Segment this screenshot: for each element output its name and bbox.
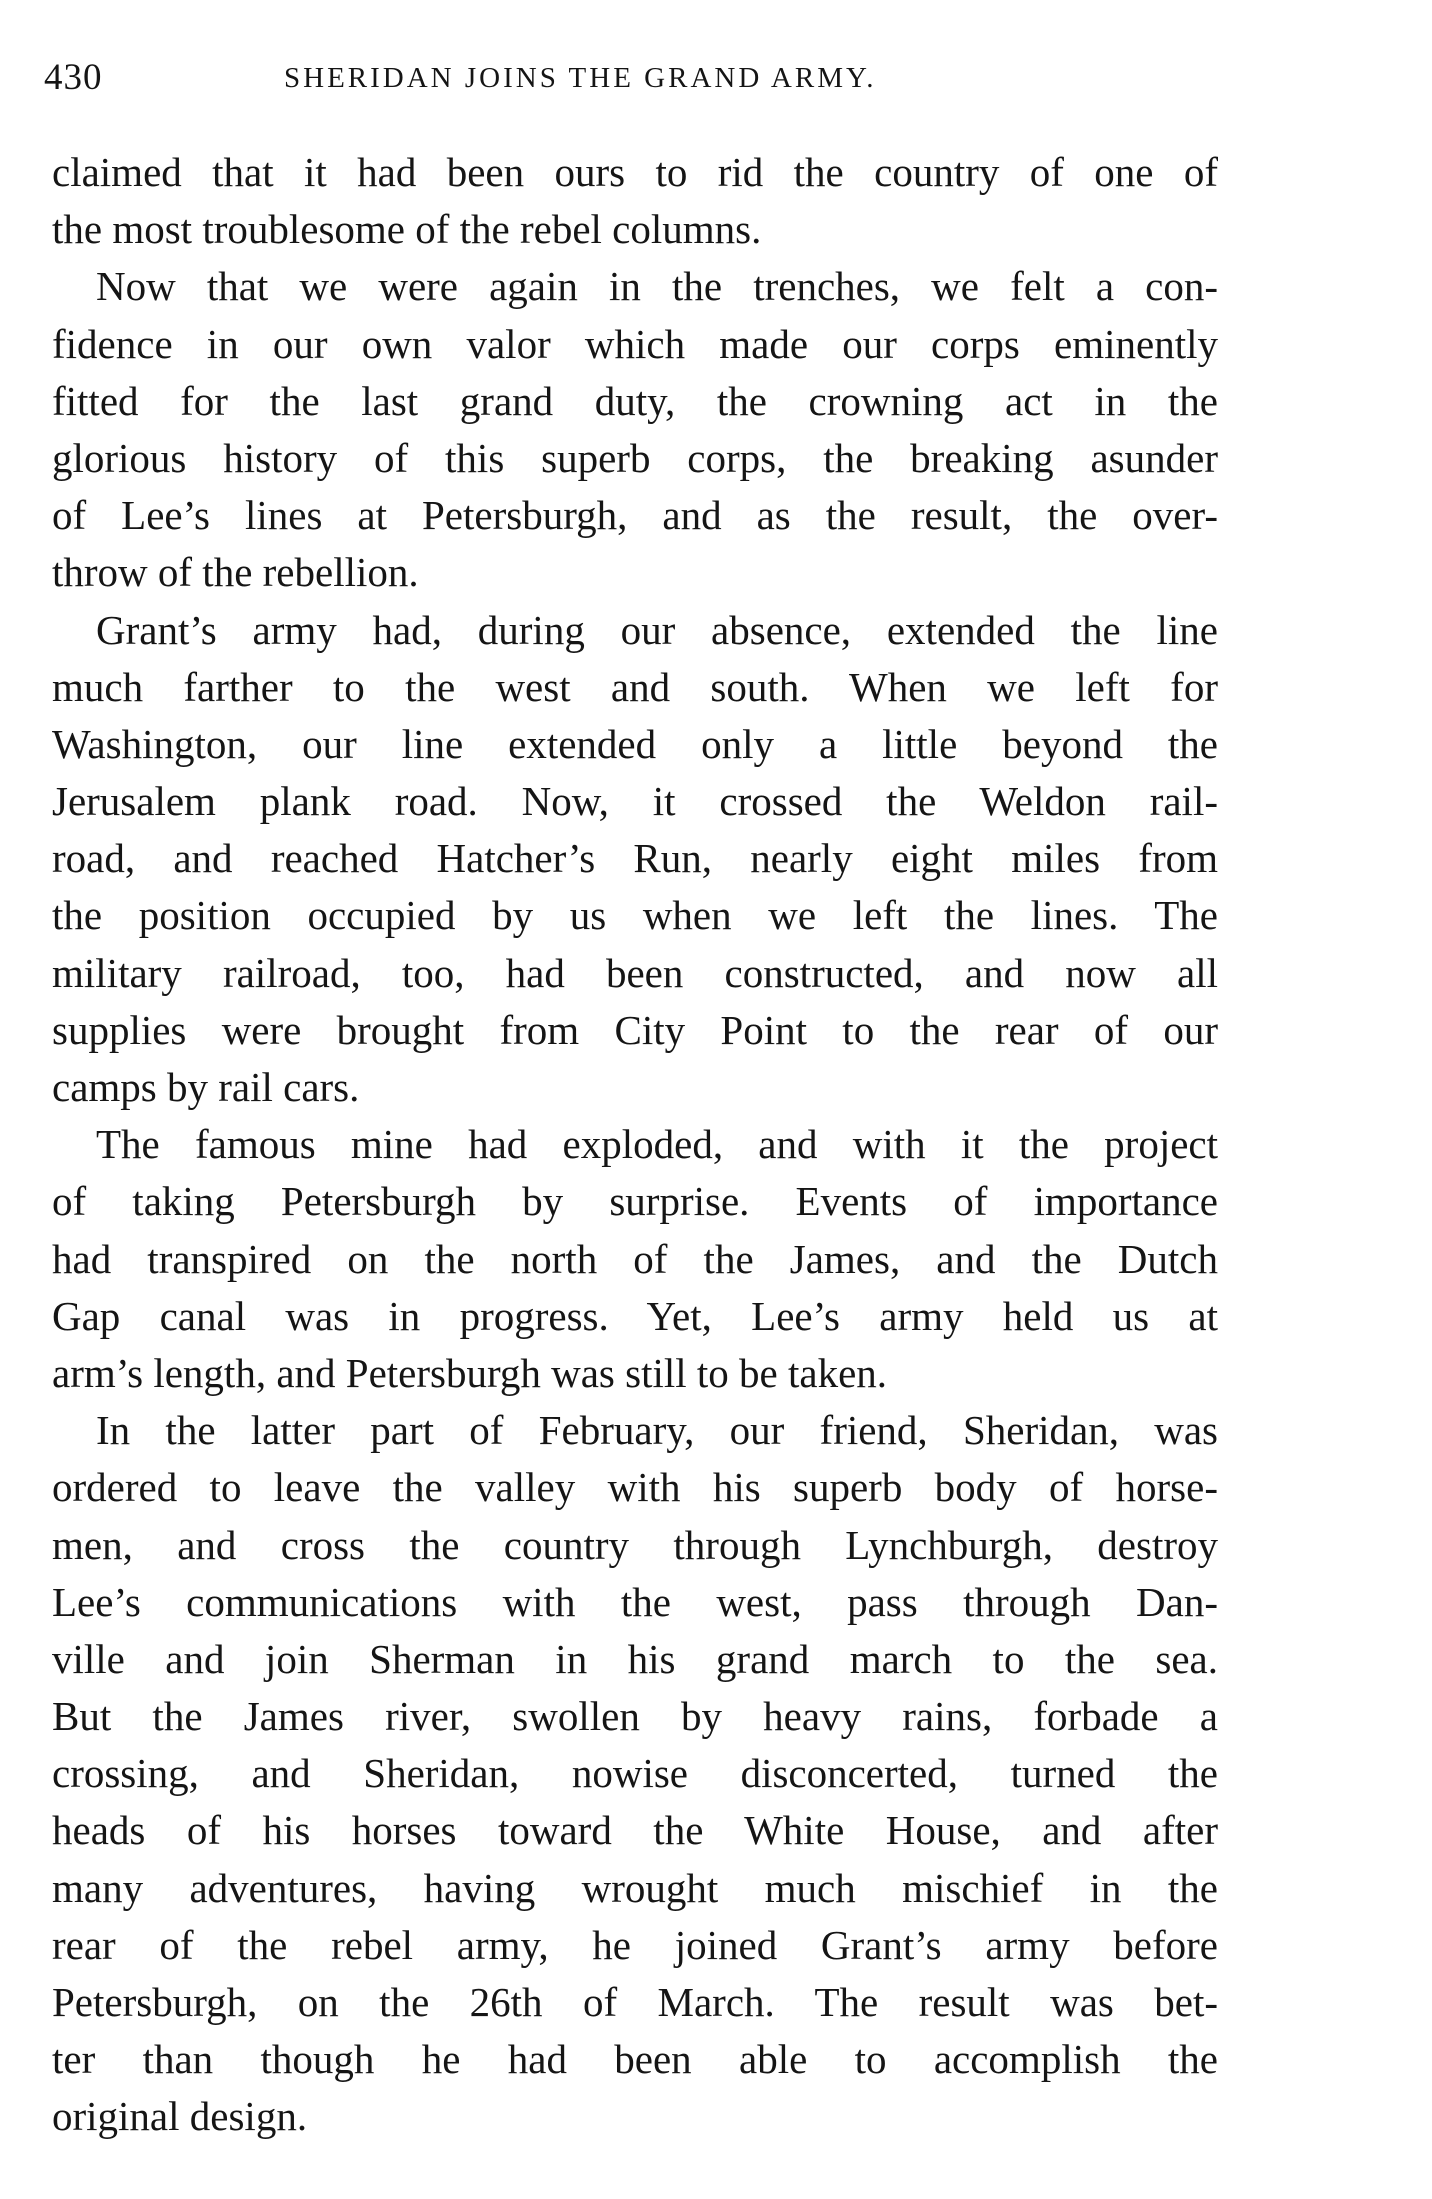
text-line: camps by rail cars. [52,1064,360,1110]
text-line: fidence in our own valor which made our corps eminently [52,320,1218,367]
text-line: ville and join Sherman in his grand march to the sea. [52,1635,1218,1682]
text-line: ter than though he had been able to accomplish the [52,2036,1218,2083]
text-line: had transpired on the north of the James, and the Dutch [52,1235,1218,1282]
text-line: supplies were brought from City Point to the rear of our [52,1006,1218,1053]
text-line: the position occupied by us when we left the lines. The [52,892,1218,939]
text-line: road, and reached Hatcher’s Run, nearly eight miles from [52,835,1218,882]
text-line: of Lee’s lines at Petersburgh, and as the result, the over- [52,492,1218,539]
text-line: arm’s length, and Petersburgh was still to be taken. [52,1349,888,1396]
text-line: throw of the rebellion. [52,549,419,596]
text-line: claimed that it had been ours to rid the country of one of [52,149,1218,195]
running-head [44,56,1224,116]
text-line: many adventures, having wrought much mischief in the [52,1864,1218,1911]
text-line: Jerusalem plank road. Now, it crossed the Weldon rail- [52,778,1218,825]
text-line: of taking Petersburgh by surprise. Events of importance [52,1178,1218,1225]
text-line: men, and cross the country through Lynchburgh, destroy [52,1521,1218,1568]
text-line: the most troublesome of the rebel columns. [52,206,762,253]
text-line: much farther to the west and south. When we left for [52,663,1218,710]
text-line: Gap canal was in progress. Yet, Lee’s army held us at [52,1292,1218,1339]
text-line: heads of his horses toward the White House, and after [52,1807,1218,1854]
text-line: glorious history of this superb corps, the breaking asunder [52,434,1218,481]
text-line: In the latter part of February, our friend, Sheridan, was [96,1407,1218,1454]
page-number: 430 [44,57,103,98]
body-text [52,144,1218,2146]
text-line: Washington, our line extended only a little beyond the [52,720,1218,767]
text-line: rear of the rebel army, he joined Grant’s army before [52,1921,1218,1968]
text-line: ordered to leave the valley with his superb body of horse- [52,1464,1218,1511]
text-line: crossing, and Sheridan, nowise disconcerted, turned the [52,1750,1218,1797]
text-line: The famous mine had exploded, and with it the project [96,1121,1218,1168]
text-line: fitted for the last grand duty, the crowning act in the [52,377,1218,424]
text-line: Petersburgh, on the 26th of March. The result was bet- [52,1979,1218,2025]
text-line: But the James river, swollen by heavy rains, forbade a [52,1693,1218,1740]
text-line: Now that we were again in the trenches, we felt a con- [96,263,1218,310]
text-line: Lee’s communications with the west, pass through Dan- [52,1578,1218,1625]
text-line: military railroad, too, had been constructed, and now all [52,949,1218,996]
text-line: Grant’s army had, during our absence, extended the line [96,606,1218,653]
text-line: original design. [52,2093,308,2140]
chapter-header-title: SHERIDAN JOINS THE GRAND ARMY. [284,62,877,94]
